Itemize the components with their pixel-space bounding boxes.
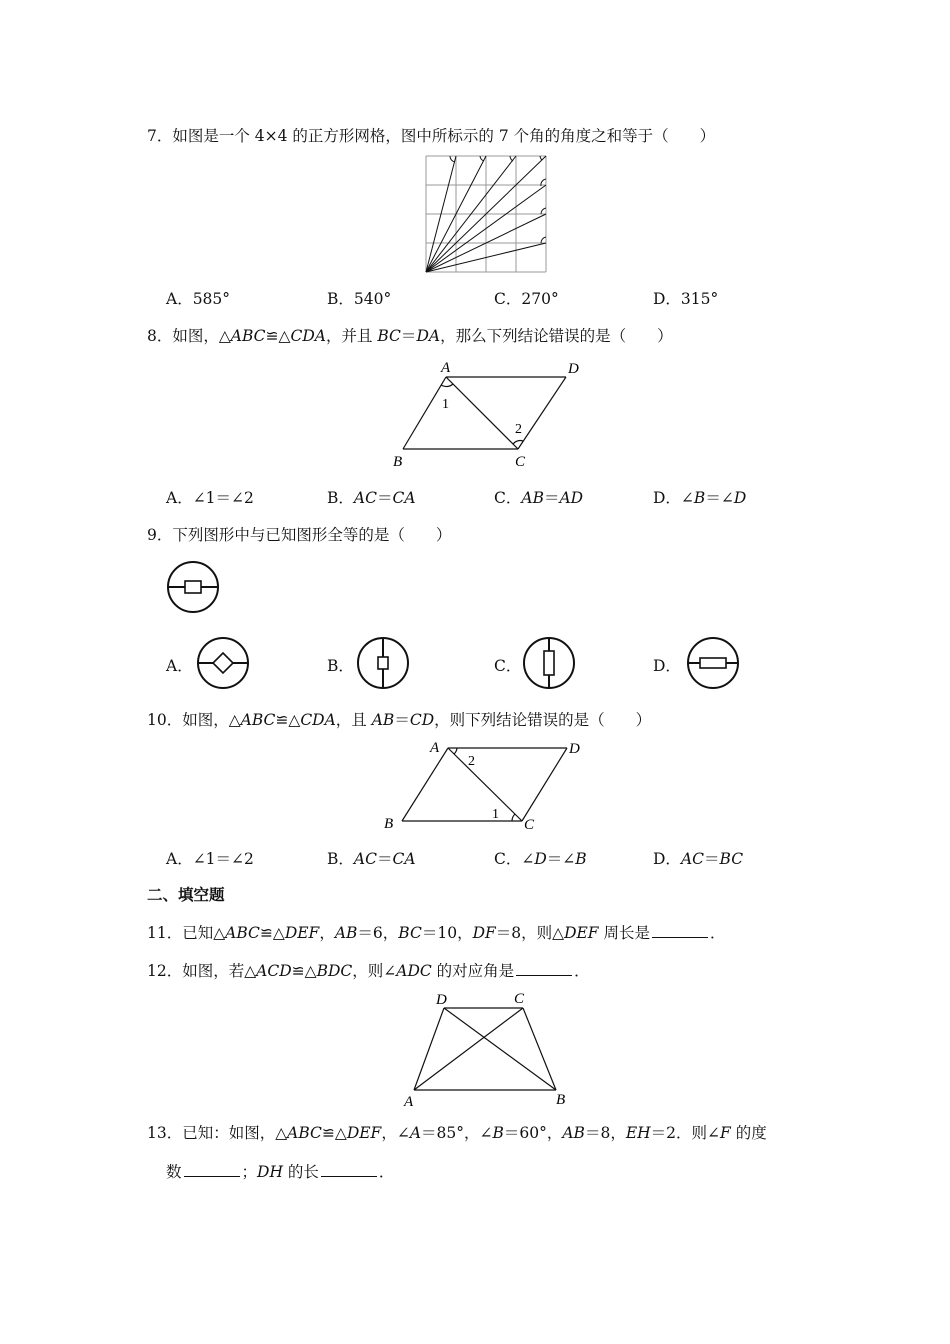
q8-label-b: B [393,454,403,470]
q12-trapezoid-figure [398,988,578,1110]
question-7: 7．如图是一个 4×4 的正方形网格，图中所标示的 7 个角的角度之和等于（ ） [147,127,716,145]
q9-option-a-figure [196,636,252,692]
question-11: 11．已知△ABC≌△DEF，AB＝6，BC＝10，DF＝8，则△DEF 周长是 ． [147,924,726,942]
q12-label-c: C [514,991,525,1007]
q8-option-a: A．∠1＝∠2 [166,489,254,507]
q7-option-b: B．540° [327,290,392,308]
question-10: 10．如图，△ABC≌△CDA，且 AB＝CD，则下列结论错误的是（ ） [147,711,652,729]
question-13-line-2: 数 ；DH 的长 ． [166,1163,395,1181]
q10-option-d: D．AC＝BC [653,850,744,868]
q8-label-a: A [441,360,451,376]
q12-label-b: B [556,1092,566,1108]
q7-option-d: D．315° [653,290,719,308]
q10-label-2: 2 [468,754,475,769]
question-9: 9．下列图形中与已知图形全等的是（ ） [147,526,452,544]
q9-option-a-label: A． [166,657,193,675]
q9-option-d-figure [686,636,742,692]
q7-option-c: C．270° [494,290,559,308]
q8-option-b: B．AC＝CA [327,489,416,507]
q10-option-c: C．∠D＝∠B [494,850,587,868]
q9-option-d-label: D． [653,657,681,675]
q10-option-a: A．∠1＝∠2 [166,850,254,868]
q10-parallelogram-figure [382,736,592,836]
q11-answer-blank[interactable] [652,923,708,938]
question-13-line-1: 13．已知：如图，△ABC≌△DEF，∠A＝85°，∠B＝60°，AB＝8，EH＝2．则∠F 的度 [147,1124,767,1142]
q12-label-d: D [436,992,447,1008]
q8-label-1: 1 [442,397,449,412]
q8-option-c: C．AB＝AD [494,489,584,507]
question-12: 12．如图，若△ACD≌△BDC，则∠ADC 的对应角是 ． [147,962,590,980]
q13-angle-f-blank[interactable] [184,1162,240,1177]
q12-label-a: A [404,1094,414,1110]
q8-parallelogram-figure [385,356,590,472]
section-heading-fill-in: 二、填空题 [147,886,225,904]
q8-label-c: C [515,454,526,470]
question-8: 8．如图，△ABC≌△CDA，并且 BC＝DA，那么下列结论错误的是（ ） [147,327,673,345]
q9-option-b-figure [356,636,412,692]
q8-option-d: D．∠B＝∠D [653,489,747,507]
q10-label-a: A [430,740,440,756]
q9-option-b-label: B． [327,657,354,675]
q12-answer-blank[interactable] [516,961,572,976]
q13-dh-length-blank[interactable] [321,1162,377,1177]
q9-option-c-label: C． [494,657,522,675]
q7-option-a: A．585° [166,290,231,308]
q10-option-b: B．AC＝CA [327,850,416,868]
q7-grid-figure [424,154,548,274]
q10-label-1: 1 [492,807,499,822]
q8-label-d: D [568,361,579,377]
q8-label-2: 2 [515,422,522,437]
q9-option-c-figure [522,636,578,692]
q10-label-d: D [569,741,580,757]
q10-label-b: B [384,816,394,832]
q10-label-c: C [524,817,535,833]
q9-given-figure [166,560,222,616]
